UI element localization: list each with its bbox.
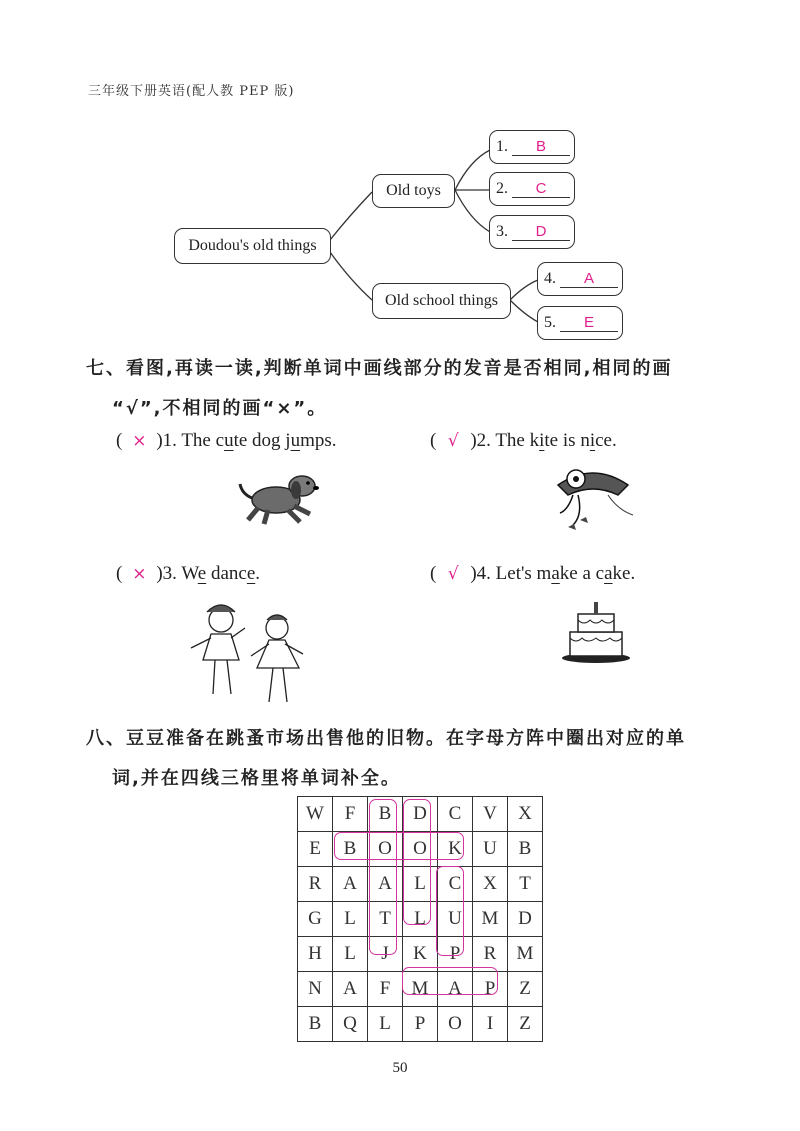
grid-cell[interactable]: U bbox=[438, 902, 473, 937]
cake-icon bbox=[560, 598, 632, 664]
grid-cell[interactable]: V bbox=[473, 797, 508, 832]
grid-cell[interactable]: A bbox=[333, 972, 368, 1007]
grid-cell[interactable]: P bbox=[403, 1007, 438, 1042]
mindmap-answer-2: 2. C bbox=[489, 172, 575, 206]
mindmap-root: Doudou's old things bbox=[174, 228, 331, 264]
answer-mark-4[interactable]: √ bbox=[447, 564, 459, 584]
grid-cell[interactable]: K bbox=[403, 937, 438, 972]
grid-cell[interactable]: M bbox=[403, 972, 438, 1007]
question-4: ( √ )4. Let's make a cake. bbox=[430, 563, 636, 584]
grid-cell[interactable]: C bbox=[438, 867, 473, 902]
answer-mark-3[interactable]: × bbox=[132, 564, 147, 584]
grid-cell[interactable]: I bbox=[473, 1007, 508, 1042]
grid-cell[interactable]: U bbox=[473, 832, 508, 867]
grid-row bbox=[298, 867, 543, 902]
grid-cell[interactable]: B bbox=[298, 1007, 333, 1042]
grid-cell[interactable]: Z bbox=[508, 1007, 543, 1042]
grid-cell[interactable]: D bbox=[403, 797, 438, 832]
grid-cell[interactable]: M bbox=[473, 902, 508, 937]
grid-cell[interactable]: L bbox=[403, 902, 438, 937]
grid-cell[interactable]: X bbox=[473, 867, 508, 902]
grid-cell[interactable]: T bbox=[508, 867, 543, 902]
grid-cell[interactable]: A bbox=[333, 867, 368, 902]
question-3: ( × )3. We dance. bbox=[116, 563, 260, 584]
grid-cell[interactable]: O bbox=[403, 832, 438, 867]
section-7-title-line1: 七、看图,再读一读,判断单词中画线部分的发音是否相同,相同的画 bbox=[86, 358, 673, 379]
grid-cell[interactable]: Z bbox=[508, 972, 543, 1007]
answer-blank[interactable]: E bbox=[560, 315, 618, 332]
grid-cell[interactable]: G bbox=[298, 902, 333, 937]
grid-cell[interactable]: F bbox=[368, 972, 403, 1007]
answer-blank[interactable]: D bbox=[512, 224, 570, 241]
letter-grid bbox=[297, 796, 543, 1042]
grid-cell[interactable]: W bbox=[298, 797, 333, 832]
grid-cell[interactable]: A bbox=[368, 867, 403, 902]
grid-cell[interactable]: O bbox=[438, 1007, 473, 1042]
section-7-title-line2: “√”,不相同的画“×”。 bbox=[112, 398, 328, 419]
grid-cell[interactable]: L bbox=[333, 902, 368, 937]
grid-cell[interactable]: E bbox=[298, 832, 333, 867]
grid-cell[interactable]: R bbox=[298, 867, 333, 902]
question-2: ( √ )2. The kite is nice. bbox=[430, 430, 617, 451]
mindmap-branch-old-school-things: Old school things bbox=[372, 283, 511, 319]
grid-cell[interactable]: H bbox=[298, 937, 333, 972]
grid-cell[interactable]: L bbox=[403, 867, 438, 902]
dog-icon bbox=[238, 470, 322, 526]
mindmap-answer-1: 1. B bbox=[489, 130, 575, 164]
grid-cell[interactable]: T bbox=[368, 902, 403, 937]
grid-row bbox=[298, 937, 543, 972]
grid-cell[interactable]: B bbox=[333, 832, 368, 867]
grid-cell[interactable]: X bbox=[508, 797, 543, 832]
mindmap-answer-5: 5. E bbox=[537, 306, 623, 340]
grid-cell[interactable]: L bbox=[368, 1007, 403, 1042]
grid-cell[interactable]: Q bbox=[333, 1007, 368, 1042]
grid-cell[interactable]: M bbox=[508, 937, 543, 972]
answer-mark-2[interactable]: √ bbox=[447, 431, 459, 451]
grid-cell[interactable]: B bbox=[508, 832, 543, 867]
grid-row bbox=[298, 797, 543, 832]
grid-row bbox=[298, 972, 543, 1007]
grid-row bbox=[298, 1007, 543, 1042]
grid-cell[interactable]: A bbox=[438, 972, 473, 1007]
grid-cell[interactable]: O bbox=[368, 832, 403, 867]
grid-cell[interactable]: P bbox=[473, 972, 508, 1007]
grid-cell[interactable]: N bbox=[298, 972, 333, 1007]
grid-cell[interactable]: F bbox=[333, 797, 368, 832]
section-8-title-line1: 八、豆豆准备在跳蚤市场出售他的旧物。在字母方阵中圈出对应的单 bbox=[86, 728, 686, 749]
answer-blank[interactable]: C bbox=[512, 181, 570, 198]
grid-cell[interactable]: R bbox=[473, 937, 508, 972]
grid-cell[interactable]: L bbox=[333, 937, 368, 972]
question-1: ( × )1. The cute dog jumps. bbox=[116, 430, 337, 451]
kite-icon bbox=[548, 465, 638, 540]
section-8-title-line2: 词,并在四线三格里将单词补全。 bbox=[112, 768, 401, 789]
grid-row bbox=[298, 902, 543, 937]
answer-mark-1[interactable]: × bbox=[132, 431, 147, 451]
grid-cell[interactable]: P bbox=[438, 937, 473, 972]
page-header: 三年级下册英语(配人教 PEP 版) bbox=[88, 84, 295, 99]
grid-row bbox=[298, 832, 543, 867]
dancers-icon bbox=[185, 598, 315, 706]
grid-cell[interactable]: B bbox=[368, 797, 403, 832]
answer-blank[interactable]: B bbox=[512, 139, 570, 156]
mindmap-answer-3: 3. D bbox=[489, 215, 575, 249]
mindmap-branch-old-toys: Old toys bbox=[372, 174, 455, 208]
grid-cell[interactable]: J bbox=[368, 937, 403, 972]
grid-cell[interactable]: D bbox=[508, 902, 543, 937]
grid-cell[interactable]: C bbox=[438, 797, 473, 832]
mindmap-answer-4: 4. A bbox=[537, 262, 623, 296]
answer-blank[interactable]: A bbox=[560, 271, 618, 288]
page-number: 50 bbox=[392, 1060, 408, 1076]
grid-cell[interactable]: K bbox=[438, 832, 473, 867]
